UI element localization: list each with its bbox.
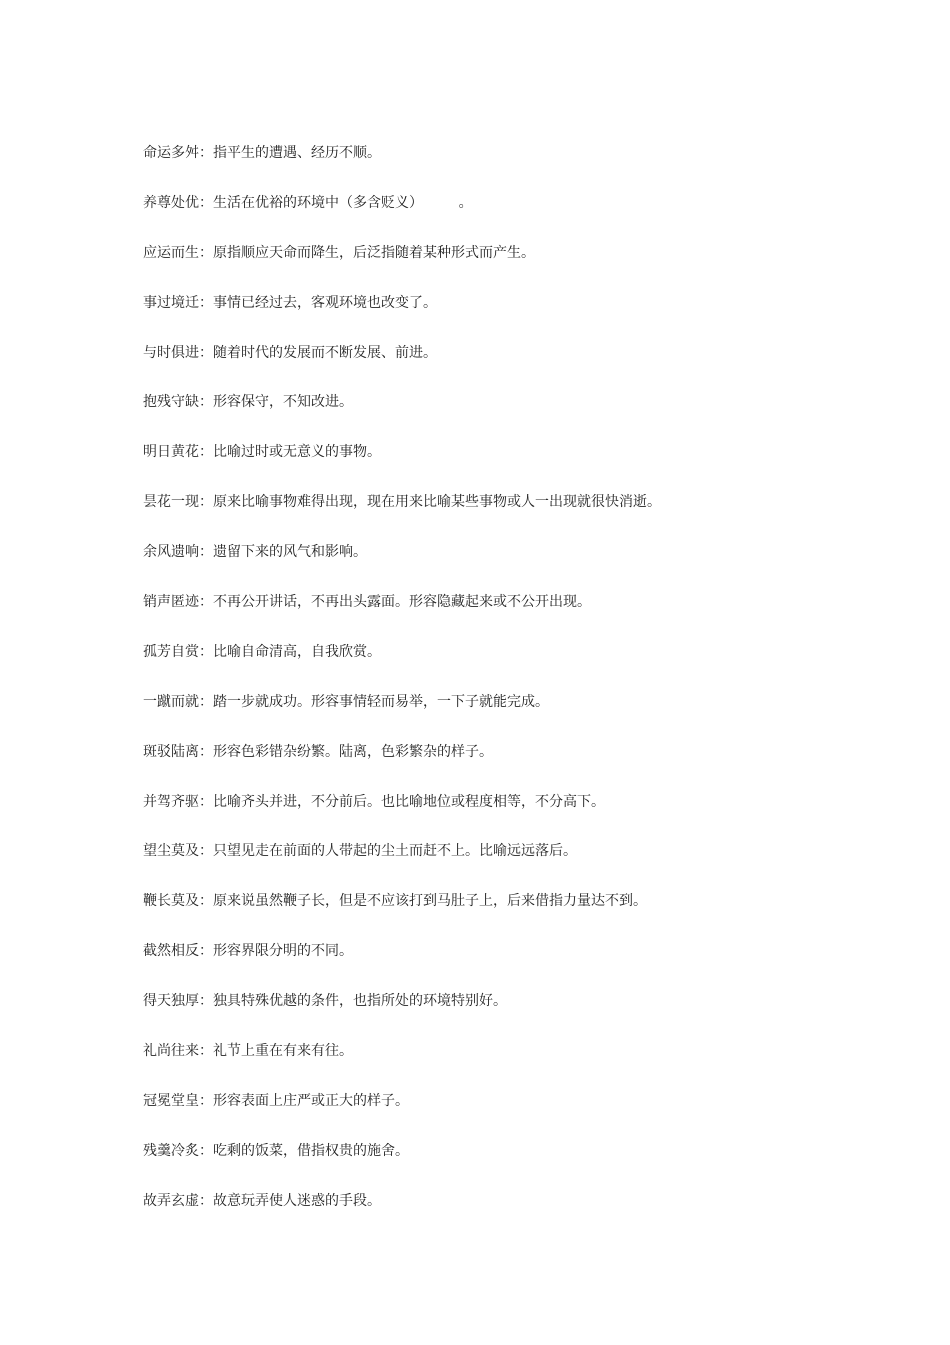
idiom-definition: 生活在优裕的环境中（多含贬义） 。 xyxy=(213,194,473,211)
idiom-definition: 随着时代的发展而不断发展、前进。 xyxy=(213,344,437,361)
term-separator: ： xyxy=(199,294,213,311)
idiom-definition: 不再公开讲话，不再出头露面。形容隐藏起来或不公开出现。 xyxy=(213,594,591,611)
term-separator: ： xyxy=(199,594,213,611)
idiom-term: 斑驳陆离 xyxy=(143,743,199,760)
idiom-definition: 比喻自命清高，自我欣赏。 xyxy=(213,643,381,660)
idiom-term: 命运多舛 xyxy=(143,145,199,161)
term-separator: ： xyxy=(199,793,213,810)
term-separator: ： xyxy=(199,1043,213,1060)
idiom-term: 余风遗响 xyxy=(143,544,199,561)
idiom-term: 明日黄花 xyxy=(143,444,199,461)
idiom-definition: 形容保守，不知改进。 xyxy=(213,394,353,411)
idiom-term: 望尘莫及 xyxy=(143,843,199,860)
idiom-term: 鞭长莫及 xyxy=(143,893,199,910)
idiom-definition: 事情已经过去，客观环境也改变了。 xyxy=(213,294,437,311)
idiom-entry xyxy=(143,242,903,292)
idiom-entry xyxy=(143,1090,903,1140)
idiom-list xyxy=(143,142,903,1240)
idiom-term: 应运而生 xyxy=(143,244,199,261)
idiom-definition: 故意玩弄使人迷惑的手段。 xyxy=(213,1192,381,1209)
idiom-definition: 原指顺应天命而降生，后泛指随着某种形式而产生。 xyxy=(213,244,535,261)
idiom-entry xyxy=(143,791,903,841)
idiom-entry xyxy=(143,491,903,541)
term-separator: ： xyxy=(199,843,213,860)
term-separator: ： xyxy=(199,943,213,960)
idiom-term: 并驾齐驱 xyxy=(143,793,199,810)
idiom-entry xyxy=(143,441,903,491)
idiom-entry xyxy=(143,940,903,990)
term-separator: ： xyxy=(199,544,213,561)
term-separator: ： xyxy=(199,444,213,461)
idiom-definition: 比喻过时或无意义的事物。 xyxy=(213,444,381,461)
idiom-definition: 指平生的遭遇、经历不顺。 xyxy=(213,145,381,161)
idiom-entry xyxy=(143,192,903,242)
idiom-term: 抱残守缺 xyxy=(143,394,199,411)
idiom-term: 孤芳自赏 xyxy=(143,643,199,660)
idiom-term: 截然相反 xyxy=(143,943,199,960)
idiom-entry xyxy=(143,541,903,591)
term-separator: ： xyxy=(199,394,213,411)
term-separator: ： xyxy=(199,693,213,710)
idiom-term: 事过境迁 xyxy=(143,294,199,311)
idiom-entry xyxy=(143,641,903,691)
idiom-term: 与时俱进 xyxy=(143,344,199,361)
term-separator: ： xyxy=(199,244,213,261)
idiom-entry xyxy=(143,292,903,342)
idiom-entry xyxy=(143,890,903,940)
idiom-entry xyxy=(143,741,903,791)
idiom-entry xyxy=(143,691,903,741)
term-separator: ： xyxy=(199,1192,213,1209)
idiom-entry xyxy=(143,142,903,192)
idiom-definition: 原来比喻事物难得出现，现在用来比喻某些事物或人一出现就很快消逝。 xyxy=(213,494,661,511)
term-separator: ： xyxy=(199,1092,213,1109)
term-separator: ： xyxy=(199,893,213,910)
idiom-term: 残羹冷炙 xyxy=(143,1142,199,1159)
idiom-definition: 只望见走在前面的人带起的尘土而赶不上。比喻远远落后。 xyxy=(213,843,577,860)
term-separator: ： xyxy=(199,344,213,361)
idiom-entry xyxy=(143,591,903,641)
term-separator: ： xyxy=(199,145,213,161)
term-separator: ： xyxy=(199,494,213,511)
idiom-entry xyxy=(143,1040,903,1090)
idiom-definition: 形容表面上庄严或正大的样子。 xyxy=(213,1092,409,1109)
idiom-entry xyxy=(143,391,903,441)
idiom-term: 故弄玄虚 xyxy=(143,1192,199,1209)
idiom-entry xyxy=(143,990,903,1040)
idiom-definition: 礼节上重在有来有往。 xyxy=(213,1043,353,1060)
idiom-term: 昙花一现 xyxy=(143,494,199,511)
idiom-definition: 比喻齐头并进，不分前后。也比喻地位或程度相等，不分高下。 xyxy=(213,793,605,810)
idiom-definition: 遗留下来的风气和影响。 xyxy=(213,544,367,561)
idiom-term: 礼尚往来 xyxy=(143,1043,199,1060)
term-separator: ： xyxy=(199,643,213,660)
idiom-term: 一蹴而就 xyxy=(143,693,199,710)
idiom-entry xyxy=(143,1140,903,1190)
idiom-term: 养尊处优 xyxy=(143,194,199,211)
idiom-definition: 原来说虽然鞭子长，但是不应该打到马肚子上，后来借指力量达不到。 xyxy=(213,893,647,910)
idiom-definition: 踏一步就成功。形容事情轻而易举，一下子就能完成。 xyxy=(213,693,549,710)
idiom-definition: 形容色彩错杂纷繁。陆离，色彩繁杂的样子。 xyxy=(213,743,493,760)
idiom-definition: 独具特殊优越的条件，也指所处的环境特别好。 xyxy=(213,993,507,1010)
term-separator: ： xyxy=(199,993,213,1010)
term-separator: ： xyxy=(199,1142,213,1159)
idiom-entry xyxy=(143,840,903,890)
term-separator: ： xyxy=(199,194,213,211)
idiom-term: 得天独厚 xyxy=(143,993,199,1010)
idiom-term: 销声匿迹 xyxy=(143,594,199,611)
idiom-term: 冠冕堂皇 xyxy=(143,1092,199,1109)
idiom-definition: 吃剩的饭菜，借指权贵的施舍。 xyxy=(213,1142,409,1159)
term-separator: ： xyxy=(199,743,213,760)
idiom-definition: 形容界限分明的不同。 xyxy=(213,943,353,960)
idiom-entry xyxy=(143,1190,903,1240)
idiom-entry xyxy=(143,342,903,392)
